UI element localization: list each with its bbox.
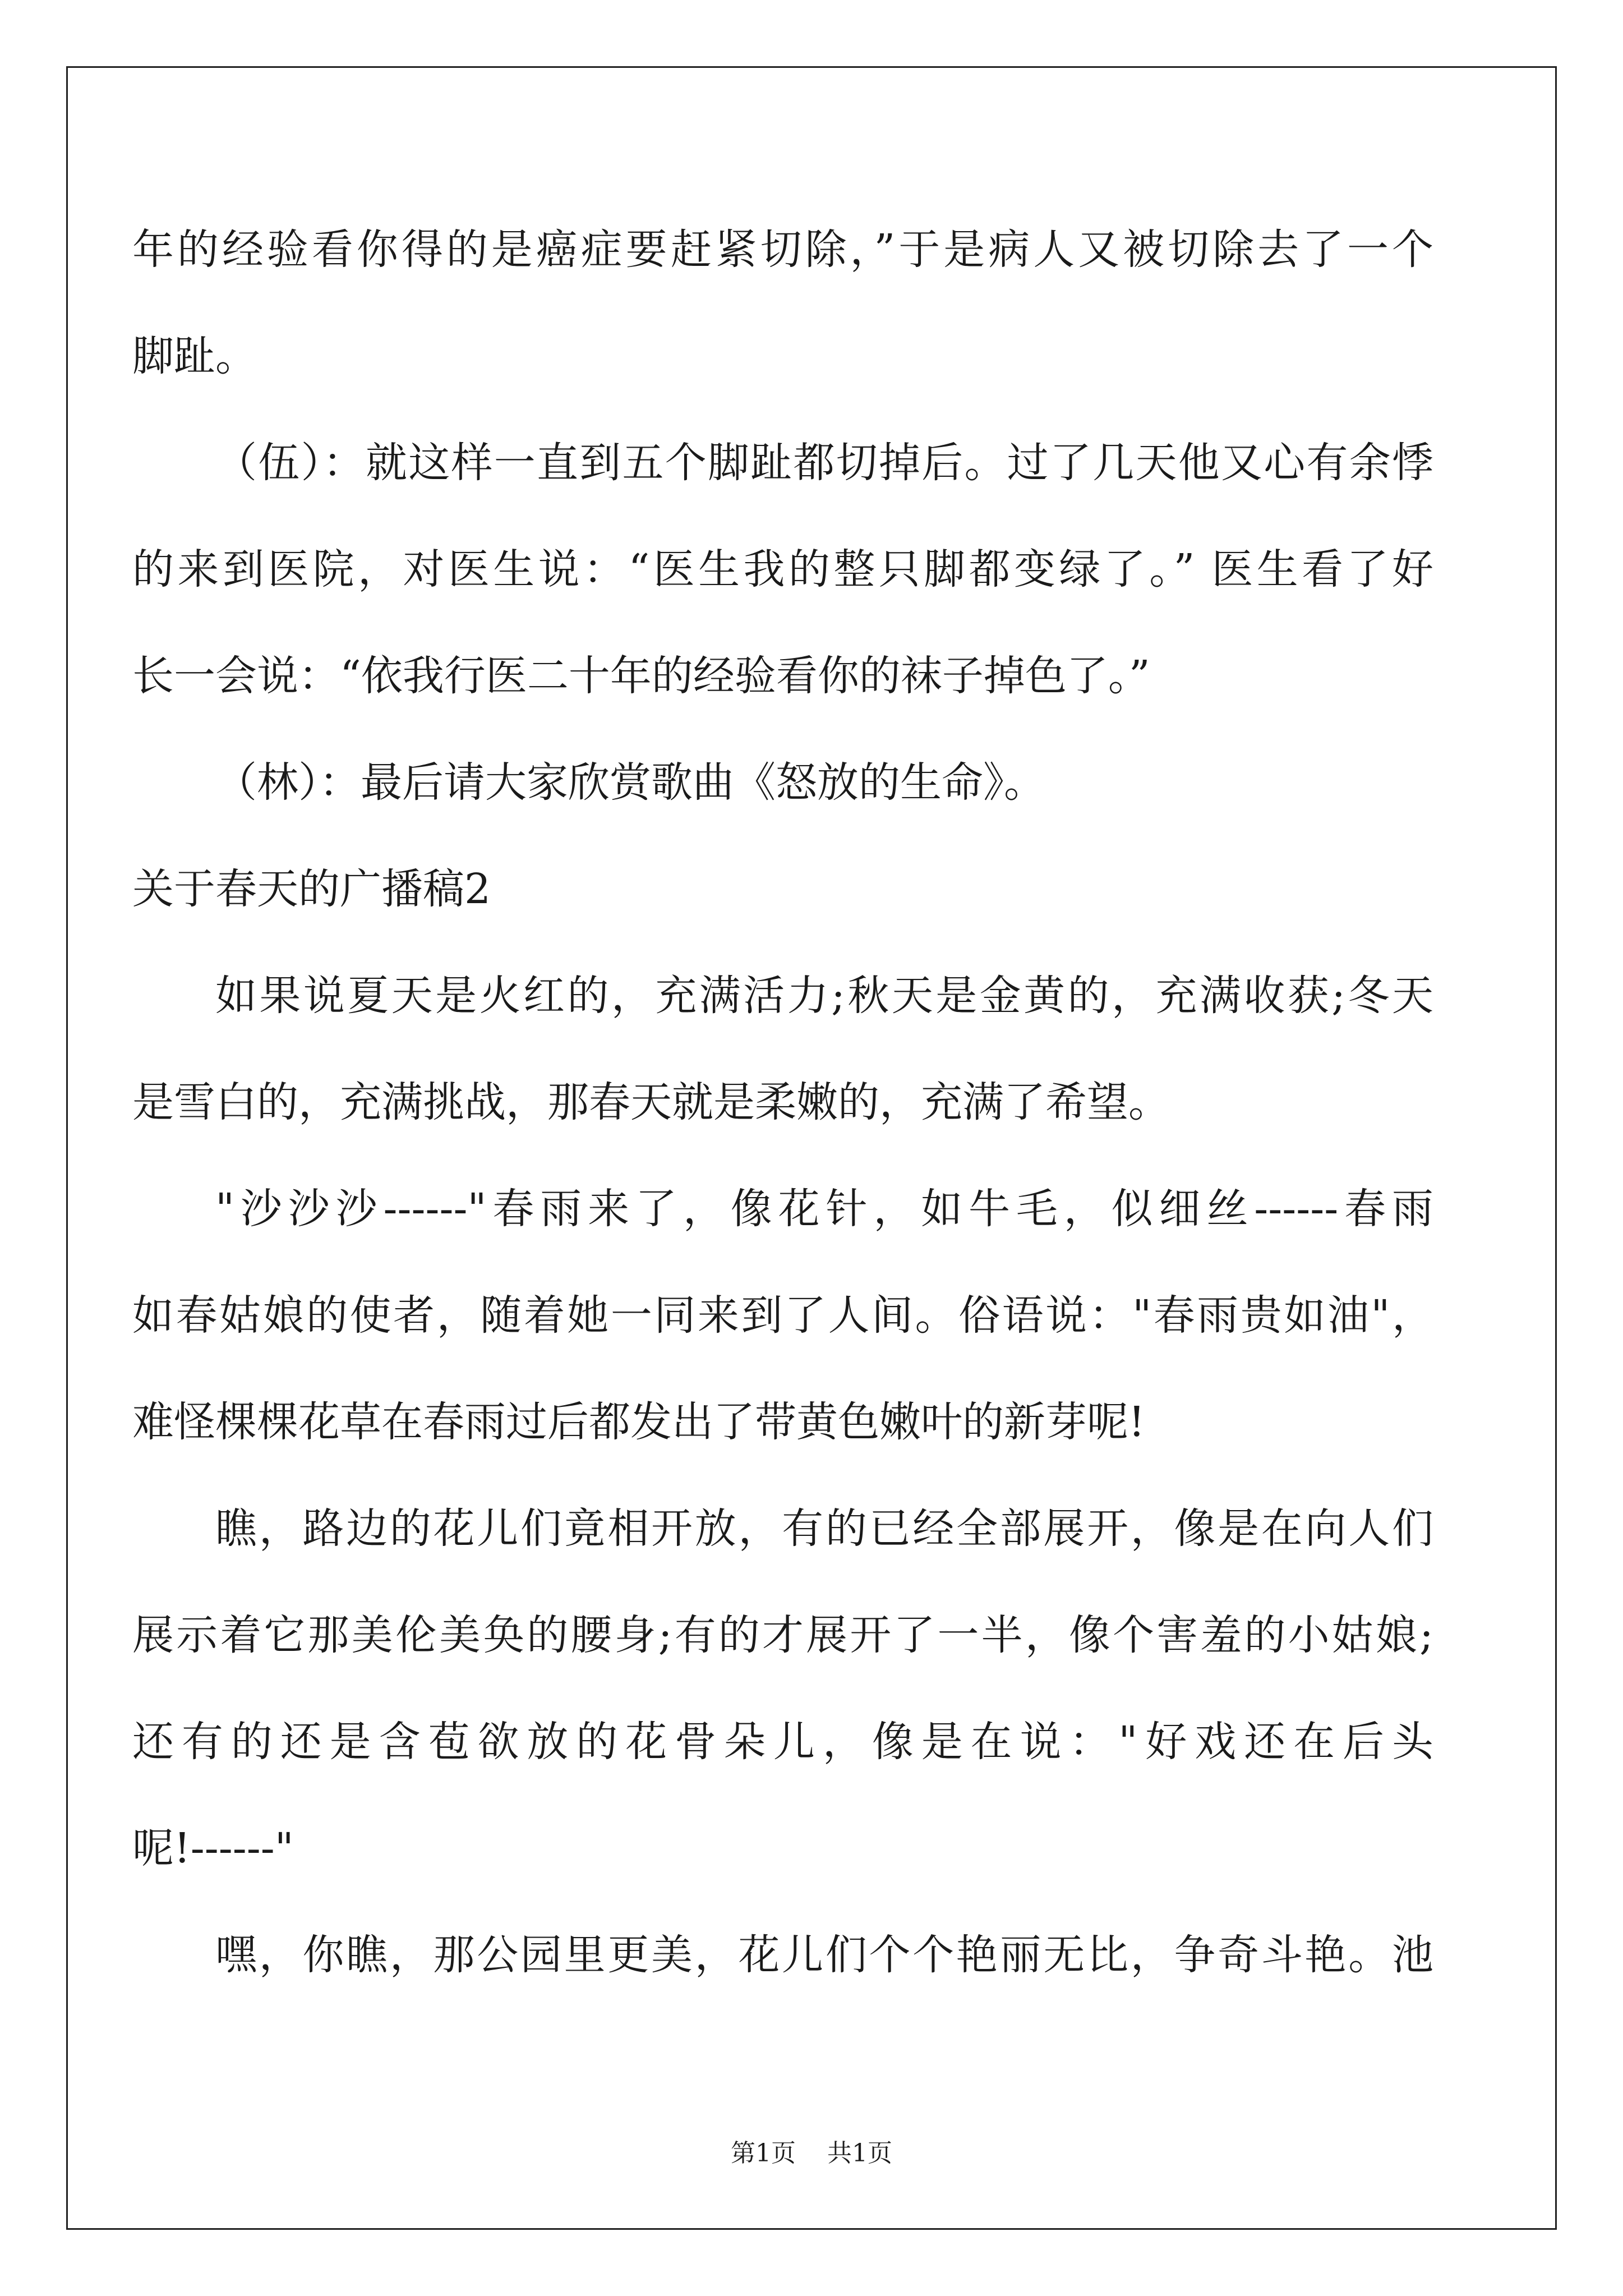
text-line: 长一会说：“依我行医二十年的经验看你的袜子掉色了。” [132, 652, 1150, 700]
section-heading: 关于春天的广播稿2 [132, 865, 491, 913]
page-frame [66, 66, 1557, 2230]
text-line: 如春姑娘的使者，随着她一同来到了人间。俗语说："春雨贵如油"， [132, 1291, 1433, 1340]
text-line: 瞧，路边的花儿们竟相开放，有的已经全部展开，像是在向人们 [215, 1504, 1433, 1553]
text-line: 脚趾。 [132, 332, 257, 380]
text-line: （林）：最后请大家欣赏歌曲《怒放的生命》。 [215, 758, 1045, 807]
page-number: 第1页 [731, 2139, 796, 2168]
text-line: 是雪白的，充满挑战，那春天就是柔嫩的，充满了希望。 [132, 1078, 1170, 1126]
text-line: 展示着它那美伦美奂的腰身;有的才展开了一半，像个害羞的小姑娘; [132, 1611, 1433, 1659]
text-line: （伍）：就这样一直到五个脚趾都切掉后。过了几天他又心有余悸 [215, 439, 1433, 487]
page-footer [0, 2138, 1623, 2169]
text-line: 如果说夏天是火红的，充满活力;秋天是金黄的，充满收获;冬天 [215, 972, 1433, 1020]
text-line: 嘿，你瞧，那公园里更美，花儿们个个艳丽无比，争奇斗艳。池 [215, 1931, 1433, 1979]
text-line: 年的经验看你得的是癌症要赶紧切除，”于是病人又被切除去了一个 [132, 226, 1433, 274]
text-line: 难怪棵棵花草在春雨过后都发出了带黄色嫩叶的新芽呢! [132, 1398, 1145, 1446]
page-total: 共1页 [827, 2139, 892, 2168]
text-line: 的来到医院，对医生说：“医生我的整只脚都变绿了。” 医生看了好 [132, 545, 1433, 593]
text-line: 还有的还是含苞欲放的花骨朵儿，像是在说："好戏还在后头 [132, 1718, 1433, 1766]
text-line: "沙沙沙------"春雨来了，像花针，如牛毛，似细丝------春雨 [215, 1185, 1433, 1233]
text-line: 呢!------" [132, 1824, 294, 1872]
